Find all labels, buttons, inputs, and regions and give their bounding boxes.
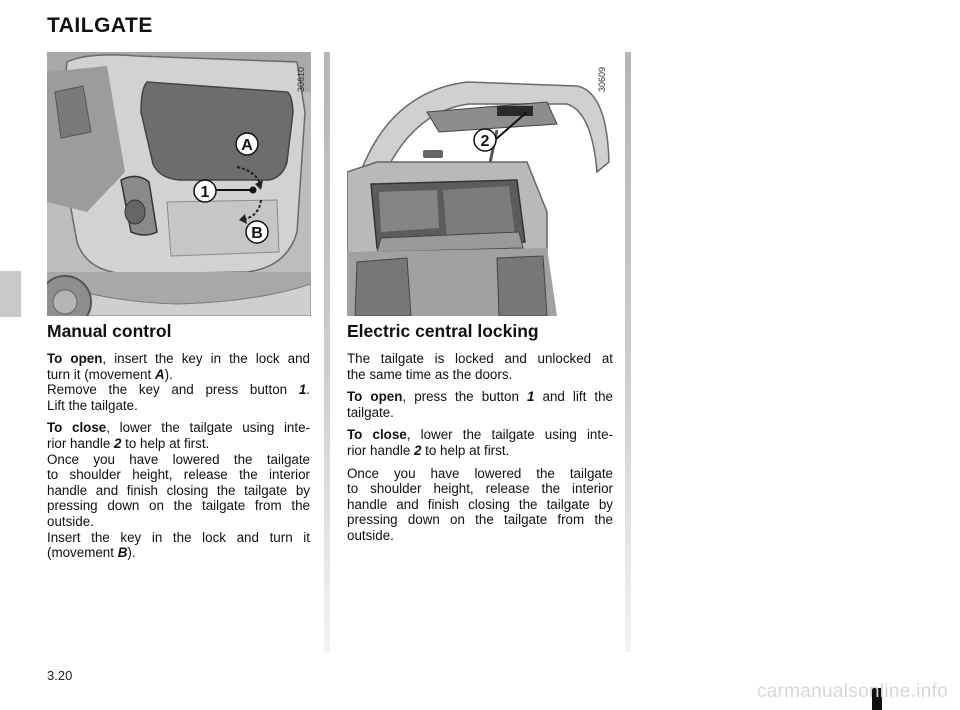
ref-a: A [154, 366, 165, 382]
column-divider-right [625, 52, 631, 652]
open-tailgate-drawing [347, 52, 613, 316]
manual-control-section [47, 320, 310, 568]
text: The tailgate is locked and unlocked at [347, 351, 613, 366]
column-divider [324, 52, 330, 652]
manual-close-paragraph [47, 420, 310, 560]
ref-1: 1 [527, 389, 535, 405]
text: ). [127, 545, 136, 561]
text: Remove the key and press button [47, 382, 299, 398]
text: , lower the tailgate using inte- [106, 420, 310, 436]
callout-1: 1 [200, 184, 210, 201]
text: to shoulder height, release the interior [347, 481, 613, 497]
electric-open-paragraph [347, 389, 613, 420]
text: to shoulder height, release the interior [47, 467, 310, 483]
text: (movement [47, 545, 118, 561]
electric-final-paragraph [347, 466, 613, 544]
ref-2: 2 [114, 435, 122, 451]
figure-ref-code-left: 30610 [296, 66, 306, 92]
text: to help at first. [421, 442, 510, 458]
text: Once you have lowered the tailgate [47, 451, 310, 467]
electric-locking-illustration [347, 52, 613, 316]
manual-control-heading: Manual control [47, 321, 172, 341]
text: Insert the key in the lock and turn it [47, 529, 310, 545]
text: , press the button [402, 389, 527, 405]
figure-ref-code-right: 30609 [597, 66, 607, 92]
text: , insert the key in the lock and [102, 351, 310, 366]
ref-1: 1 [298, 382, 307, 398]
electric-intro-paragraph [347, 351, 613, 382]
callout-b: B [251, 225, 263, 242]
text: and lift the [534, 389, 613, 405]
text: the same time as the doors. [347, 366, 513, 382]
electric-close-paragraph [347, 427, 613, 458]
text: handle and finish closing the tailgate by [347, 496, 613, 512]
text: to help at first. [121, 435, 210, 451]
text: Lift the tailgate. [47, 397, 138, 413]
ref-b: B [117, 545, 128, 561]
callout-2: 2 [480, 133, 490, 150]
text: Once you have lowered the tailgate [347, 465, 613, 481]
text: rior handle [347, 442, 414, 458]
close-lead: To close [347, 427, 407, 443]
text: rior handle [47, 435, 114, 451]
text: pressing down on the tailgate from the [347, 512, 613, 528]
text: ). [164, 366, 173, 382]
text: outside. [347, 527, 394, 543]
manual-open-paragraph [47, 351, 310, 413]
manual-control-illustration [47, 52, 311, 316]
open-lead: To open [47, 351, 103, 366]
page-title: TAILGATE [47, 14, 153, 37]
text: tailgate. [347, 404, 394, 420]
ref-2: 2 [414, 442, 422, 458]
text: . [306, 382, 310, 398]
watermark: carmanualsonline.info [756, 681, 948, 702]
page-number: 3.20 [47, 668, 73, 683]
close-lead: To close [47, 420, 107, 436]
electric-locking-heading: Electric central locking [347, 321, 539, 341]
text: pressing down on the tailgate from the [47, 498, 310, 514]
text: handle and finish closing the tailgate by [47, 482, 310, 498]
section-side-tab [0, 271, 21, 317]
electric-locking-section [347, 320, 613, 551]
car-rear-drawing [47, 52, 311, 316]
text: outside. [47, 513, 94, 529]
callout-a: A [241, 137, 253, 154]
open-lead: To open [347, 389, 403, 405]
text: , lower the tailgate using inte- [406, 427, 613, 443]
text: turn it (movement [47, 366, 155, 382]
